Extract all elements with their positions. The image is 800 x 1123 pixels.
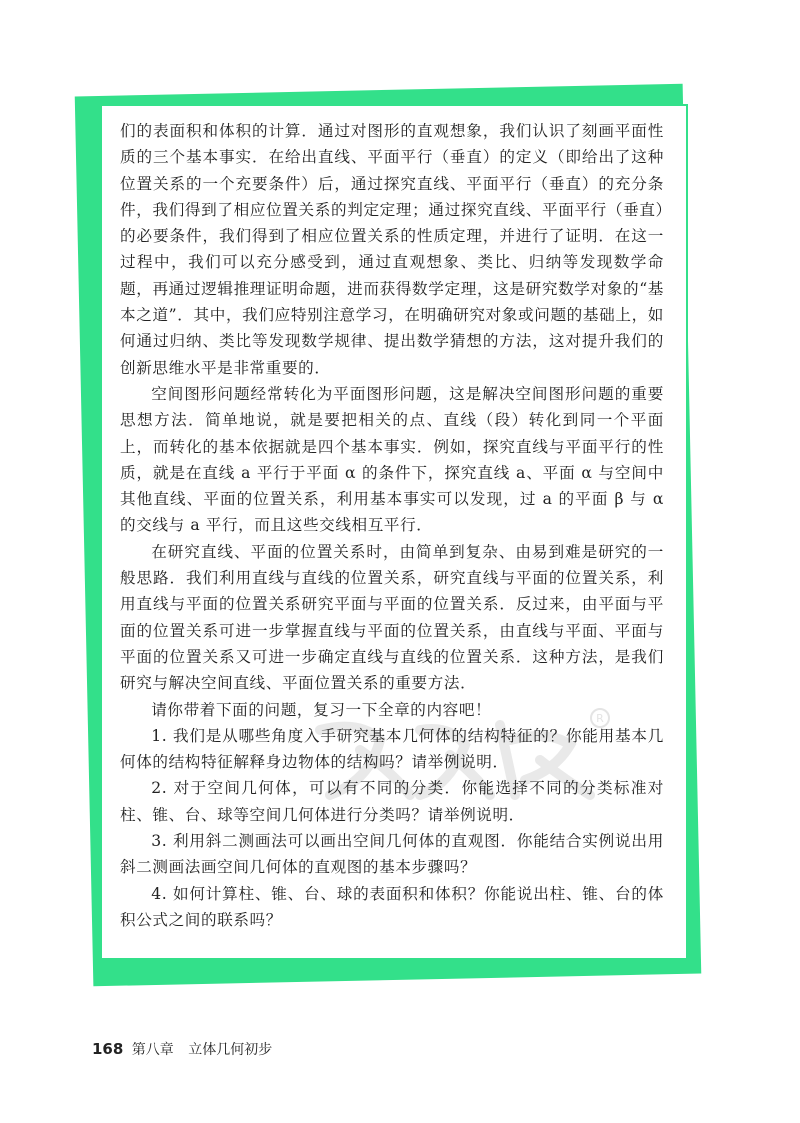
- paragraph-research-path: 在研究直线、平面的位置关系时，由简单到复杂、由易到难是研究的一般思路．我们利用直线与直线的位置关系，研究直线与平面的位置关系，利用直线与平面的位置关系研究平面与平面的位置关系．反过来，由平面与平面的位置关系可进一步掌握直线与平面的位置关系，由直线与平面、平面与平面的位置关系又可进一步确定直线与直线的位置关系．这种方法，是我们研究与解决空间直线、平面位置关系的重要方法．: [120, 542, 664, 693]
- question-4: 4. 如何计算柱、锥、台、球的表面积和体积？你能说出柱、锥、台的体积公式之间的联系吗？: [120, 884, 664, 929]
- paragraph-review-intro: 请你带着下面的问题，复习一下全章的内容吧！: [151, 700, 492, 719]
- paragraph-continued: 们的表面积和体积的计算．通过对图形的直观想象，我们认识了刻画平面性质的三个基本事实．在给出直线、平面平行（垂直）的定义（即给出了这种位置关系的一个充要条件）后，通过探究直线、平面平行（垂直）的充分条件，我们得到了相应位置关系的判定定理；通过探究直线、平面平行（垂直）的必要条件，我们得到了相应位置关系的性质定理，并进行了证明．在这一过程中，我们可以充分感受到，通过直观想象、类比、归纳等发现数学命题，再通过逻辑推理证明命题，进而获得数学定理，这是研究数学对象的“基本之道”．其中，我们应特别注意学习，在明确研究对象或问题的基础上，如何通过归纳、类比等发现数学规律、提出数学猜想的方法，这对提升我们的创新思维水平是非常重要的．: [120, 122, 664, 377]
- paragraph-spatial-to-plane: 空间图形问题经常转化为平面图形问题，这是解决空间图形问题的重要思想方法．简单地说，就是要把相关的点、直线（段）转化到同一个平面上，而转化的基本依据就是四个基本事实．例如，探究直线与平面平行的性质，就是在直线 a 平行于平面 α 的条件下，探究直线 a、平面 α 与空间中其他直线、平面的位置关系，利用基本事实可以发现，过 a 的平面 β 与 α 的交线与 a 平行，而且这些交线相互平行．: [120, 384, 664, 535]
- svg-text:R: R: [596, 712, 604, 725]
- chapter-label: 第八章: [131, 1042, 174, 1058]
- question-1: 1. 我们是从哪些角度入手研究基本几何体的结构特征的？你能用基本几何体的结构特征解释身边物体的结构吗？请举例说明．: [120, 726, 664, 772]
- body-text: [120, 118, 664, 933]
- question-3: 3. 利用斜二测画法可以画出空间几何体的直观图．你能结合实例说出用斜二测画法画空间几何体的直观图的基本步骤吗？: [120, 832, 664, 877]
- page-footer: [92, 1039, 272, 1059]
- chapter-title: 立体几何初步: [188, 1042, 273, 1058]
- question-2: 2. 对于空间几何体，可以有不同的分类．你能选择不同的分类标准对柱、锥、台、球等空间几何体进行分类吗？请举例说明．: [120, 779, 664, 824]
- page-number: 168: [92, 1040, 124, 1058]
